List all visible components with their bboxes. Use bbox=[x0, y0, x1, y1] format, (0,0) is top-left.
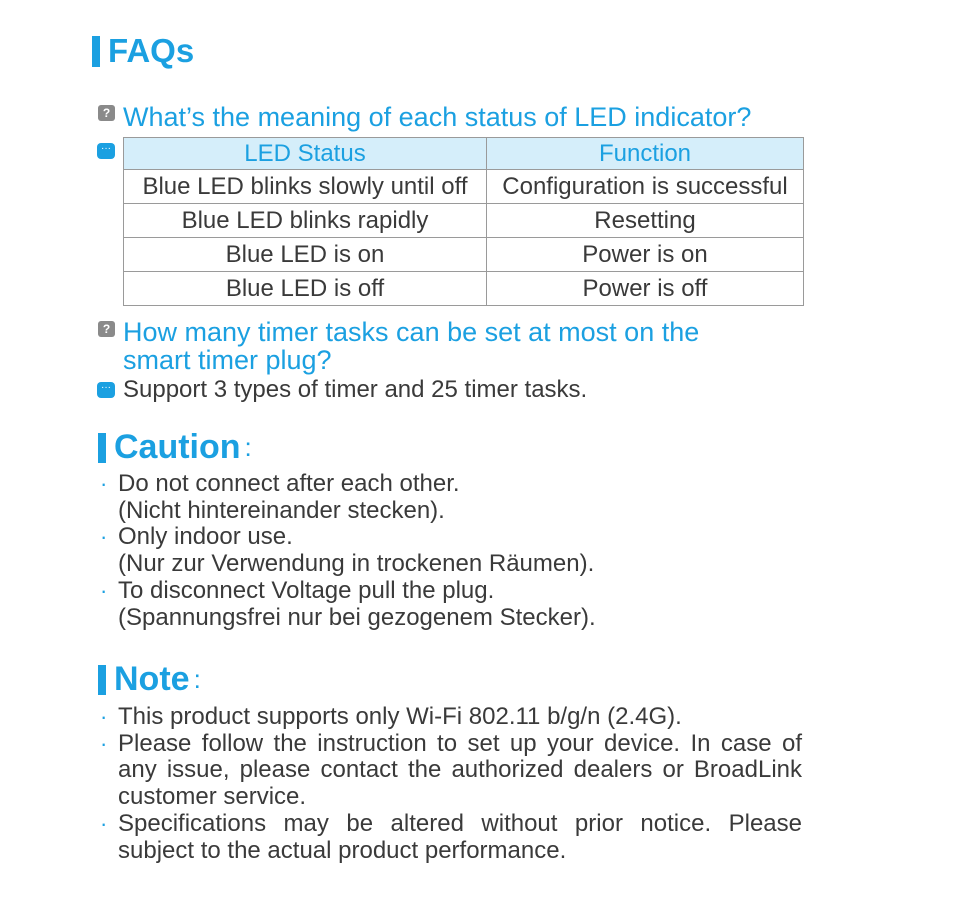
question-mark-icon: ? bbox=[98, 105, 115, 121]
table-cell: Blue LED is on bbox=[124, 238, 487, 272]
column-header-led-status: LED Status bbox=[124, 138, 487, 170]
caution-item-text: To disconnect Voltage pull the plug. bbox=[118, 576, 495, 604]
note-heading bbox=[98, 660, 201, 699]
caution-item-translation: (Spannungsfrei nur bei gezogenem Stecker). bbox=[118, 603, 596, 631]
note-title: Note bbox=[114, 660, 190, 698]
faqs-title: FAQs bbox=[108, 32, 195, 69]
table-cell: Resetting bbox=[487, 204, 804, 238]
caution-title: Caution bbox=[114, 428, 241, 466]
bullet-dot: · bbox=[100, 730, 108, 756]
list-item bbox=[100, 524, 596, 577]
table-cell: Power is on bbox=[487, 238, 804, 272]
list-item bbox=[100, 731, 802, 811]
speech-bubble-icon: ··· bbox=[97, 382, 115, 398]
table-cell: Blue LED blinks slowly until off bbox=[124, 170, 487, 204]
heading-bar bbox=[92, 36, 100, 67]
caution-item-text: Only indoor use. bbox=[118, 523, 293, 551]
table-cell: Blue LED is off bbox=[124, 272, 487, 306]
column-header-function: Function bbox=[487, 138, 804, 170]
faq-question-2 bbox=[123, 318, 699, 374]
list-item bbox=[100, 704, 802, 731]
led-status-table bbox=[123, 137, 804, 306]
table-cell: Power is off bbox=[487, 272, 804, 306]
list-item bbox=[100, 578, 596, 631]
bullet-dot: · bbox=[100, 471, 108, 496]
heading-bar bbox=[98, 665, 106, 695]
question-mark-icon: ? bbox=[98, 321, 115, 337]
bullet-dot: · bbox=[100, 810, 108, 836]
note-item-text: This product supports only Wi-Fi 802.11 b/g/n (2.4G). bbox=[118, 703, 682, 730]
list-item bbox=[100, 811, 802, 864]
speech-bubble-icon: ··· bbox=[97, 143, 115, 159]
bullet-dot: · bbox=[100, 577, 108, 603]
note-list bbox=[100, 704, 802, 864]
heading-bar bbox=[98, 433, 106, 463]
table-header-row bbox=[124, 138, 804, 170]
table-cell: Blue LED blinks rapidly bbox=[124, 204, 487, 238]
caution-list bbox=[100, 471, 596, 631]
list-item bbox=[100, 471, 596, 524]
table-row bbox=[124, 204, 804, 238]
faqs-heading bbox=[92, 32, 194, 70]
caution-item-translation: (Nur zur Verwendung in trockenen Räumen). bbox=[118, 550, 595, 578]
table-cell: Configuration is successful bbox=[487, 170, 804, 204]
table-row bbox=[124, 170, 804, 204]
faq-question-1: What’s the meaning of each status of LED indicator? bbox=[123, 102, 752, 132]
faq-answer-2: Support 3 types of timer and 25 timer tasks. bbox=[123, 376, 588, 403]
table-row bbox=[124, 272, 804, 306]
caution-item-text: Do not connect after each other. bbox=[118, 470, 460, 497]
faq-question-2-line-2: smart timer plug? bbox=[123, 345, 332, 375]
table-row bbox=[124, 238, 804, 272]
bullet-dot: · bbox=[100, 704, 108, 729]
note-item-text: Please follow the instruction to set up your device. In case of any issue, please contact the authorized dealers or BroadLink customer service. bbox=[118, 729, 802, 811]
caution-heading bbox=[98, 428, 252, 467]
caution-item-translation: (Nicht hintereinander stecken). bbox=[118, 496, 445, 524]
caution-colon: : bbox=[244, 432, 252, 462]
faq-question-2-line-1: How many timer tasks can be set at most on the bbox=[123, 317, 700, 347]
note-colon: : bbox=[193, 664, 201, 694]
note-item-text: Specifications may be altered without prior notice. Please subject to the actual product performance. bbox=[118, 809, 802, 864]
bullet-dot: · bbox=[100, 524, 108, 550]
